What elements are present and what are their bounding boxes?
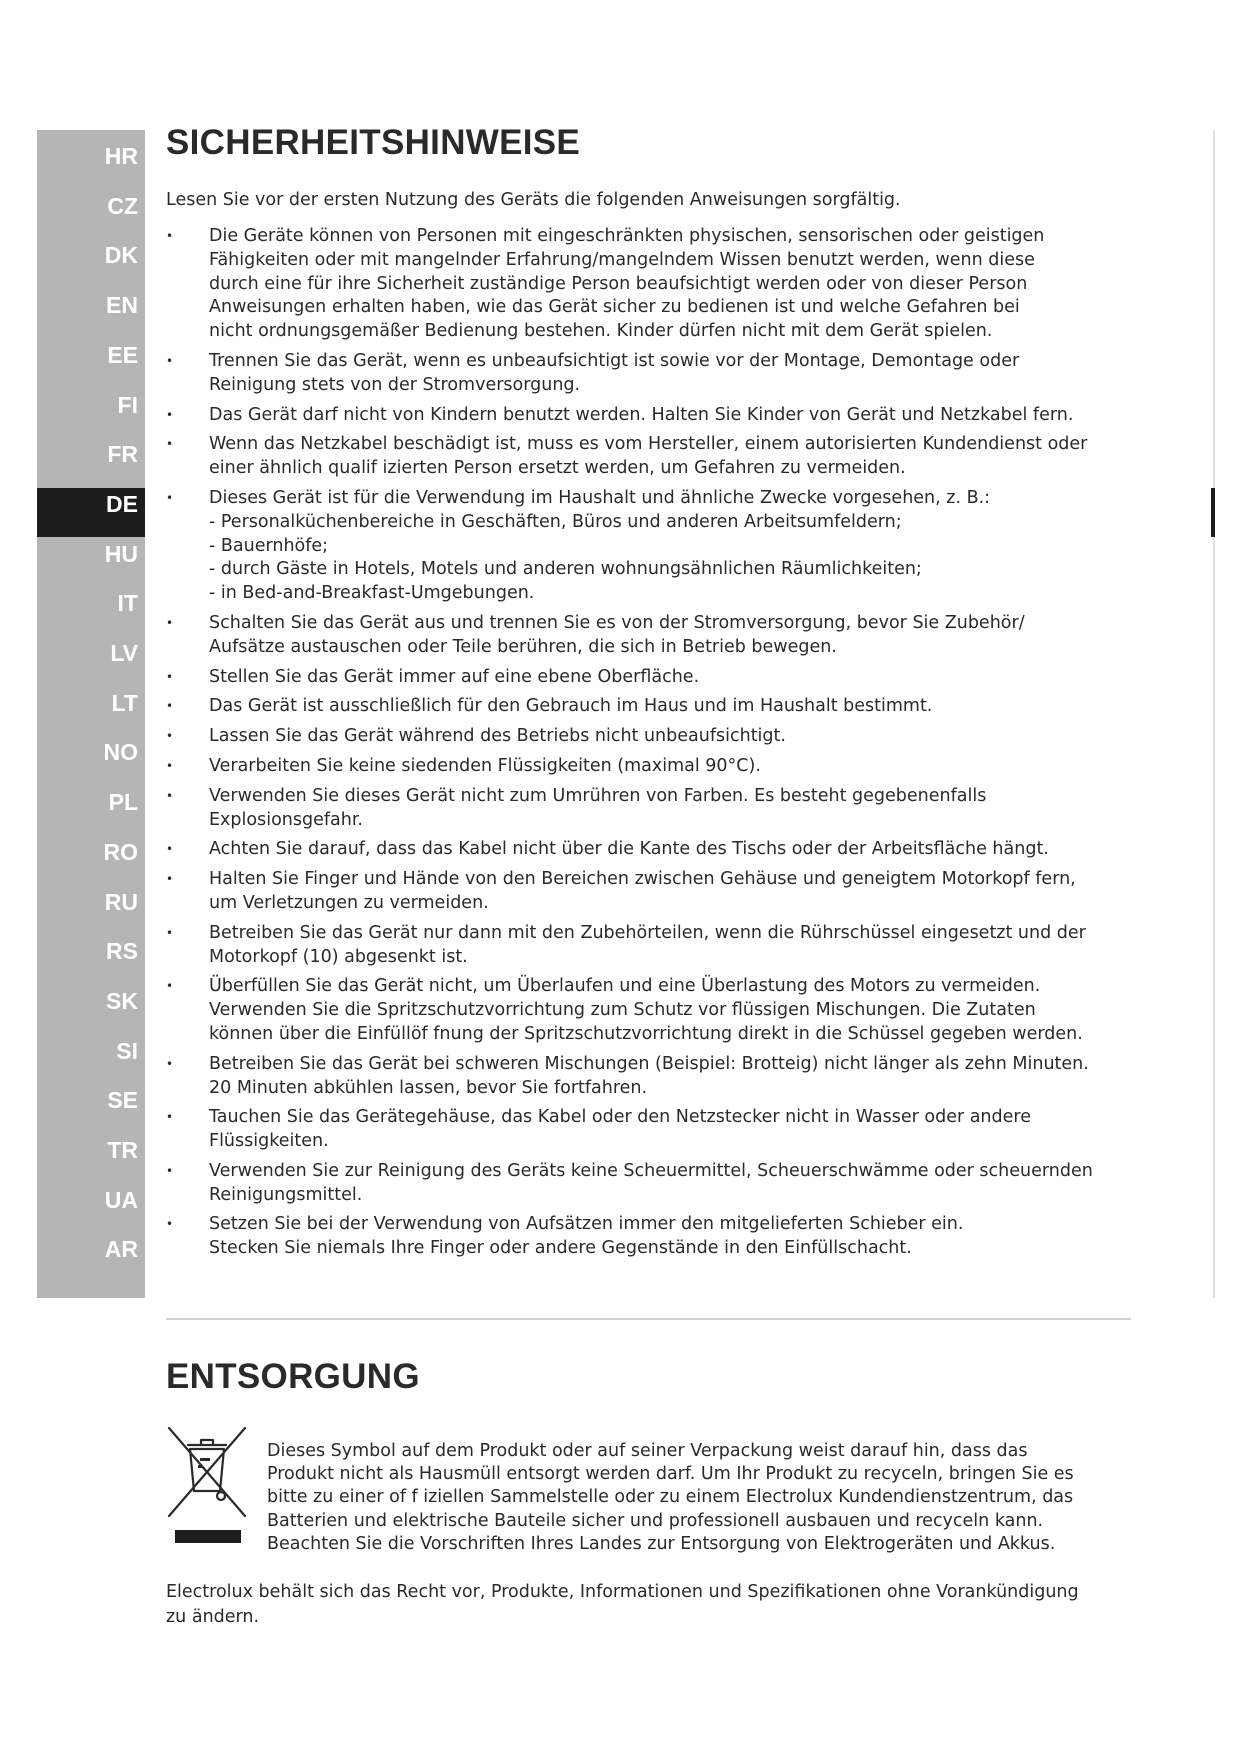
language-tab-lt[interactable]: LT	[111, 689, 138, 716]
language-tab-si[interactable]: SI	[116, 1037, 138, 1064]
text-line: Beachten Sie die Vorschriften Ihres Landes zur Entsorgung von Elektrogeräten und Akkus.	[267, 1533, 1056, 1554]
language-tab-ua[interactable]: UA	[104, 1186, 138, 1213]
safety-item	[166, 785, 1141, 833]
language-tab-se[interactable]: SE	[107, 1087, 138, 1114]
text-line: Anweisungen erhalten haben, wie das Gerät sicher zu bedienen ist und welche Gefahren bei	[209, 297, 1020, 318]
language-tab-it[interactable]: IT	[117, 590, 138, 617]
text-line: einer ähnlich qualif izierten Person ersetzt werden, um Gefahren zu vermeiden.	[209, 458, 906, 479]
footer-note	[166, 1580, 1146, 1630]
text-line: • Stellen Sie das Gerät immer auf eine ebene Oberfläche.	[209, 666, 700, 687]
safety-item	[166, 922, 1141, 970]
text-line: um Verletzungen zu vermeiden.	[209, 892, 489, 913]
text-line: • Dieses Gerät ist für die Verwendung im Haushalt und ähnliche Zwecke vorgesehen, z. B.:	[209, 487, 991, 508]
language-tab-rs[interactable]: RS	[106, 938, 138, 965]
safety-item	[166, 666, 1141, 690]
language-tab-ar[interactable]: AR	[104, 1236, 138, 1263]
language-tab-dk[interactable]: DK	[104, 242, 138, 269]
safety-item	[166, 404, 1141, 428]
right-edge-rule	[1213, 130, 1215, 1298]
language-tab-no[interactable]: NO	[103, 739, 138, 766]
text-line: Explosionsgefahr.	[209, 809, 363, 830]
text-line: durch eine für ihre Sicherheit zuständige Person beaufsichtigt werden oder von dieser Person	[209, 273, 1028, 294]
language-tab-pl[interactable]: PL	[108, 789, 138, 816]
language-tab-fi[interactable]: FI	[117, 391, 138, 418]
weee-crossed-bin-icon	[166, 1425, 248, 1543]
text-line: • Trennen Sie das Gerät, wenn es unbeaufsichtigt ist sowie vor der Montage, Demontage oder	[209, 350, 1020, 371]
language-tab-fr[interactable]: FR	[107, 441, 138, 468]
text-line: • Lassen Sie das Gerät während des Betriebs nicht unbeaufsichtigt.	[209, 726, 786, 747]
text-line: 20 Minuten abkühlen lassen, bevor Sie fortfahren.	[209, 1077, 648, 1098]
language-tab-en[interactable]: EN	[106, 292, 138, 319]
text-line: Flüssigkeiten.	[209, 1131, 329, 1152]
text-line: • Schalten Sie das Gerät aus und trennen Sie es von der Stromversorgung, bevor Sie Zubehör/	[209, 612, 1025, 633]
text-line: • Achten Sie darauf, dass das Kabel nicht über die Kante des Tischs oder der Arbeitsfläche hängt.	[209, 839, 1049, 860]
disposal-text	[267, 1440, 1147, 1556]
safety-item	[166, 350, 1141, 398]
safety-item	[166, 1160, 1141, 1208]
text-line: nicht ordnungsgemäßer Bedienung bestehen. Kinder dürfen nicht mit dem Gerät spielen.	[209, 321, 993, 342]
safety-item	[166, 838, 1141, 862]
text-line: - Bauernhöfe;	[209, 535, 329, 556]
safety-list	[166, 225, 1141, 1267]
text-line: • Die Geräte können von Personen mit eingeschränkten physischen, sensorischen oder geistigen	[209, 226, 1045, 246]
safety-item	[166, 1053, 1141, 1101]
text-line: Stecken Sie niemals Ihre Finger oder andere Gegenstände in den Einfüllschacht.	[209, 1238, 912, 1259]
safety-item	[166, 1106, 1141, 1154]
text-line: - Personalküchenbereiche in Geschäften, Büros und anderen Arbeitsumfeldern;	[209, 511, 902, 532]
text-line: Dieses Symbol auf dem Produkt oder auf seiner Verpackung weist darauf hin, dass das	[267, 1441, 1028, 1461]
text-line: • Verwenden Sie dieses Gerät nicht zum Umrühren von Farben. Es besteht gegebenenfalls	[209, 785, 987, 806]
text-line: • Das Gerät darf nicht von Kindern benutzt werden. Halten Sie Kinder von Gerät und Netzkabel fern.	[209, 404, 1074, 425]
language-tab-sk[interactable]: SK	[106, 987, 138, 1014]
safety-item	[166, 225, 1141, 344]
language-tab-de[interactable]: DE	[106, 490, 138, 517]
text-line: können über die Einfüllöf fnung der Spritzschutzvorrichtung direkt in die Schüssel gegeben werden.	[209, 1023, 1083, 1044]
safety-item	[166, 725, 1141, 749]
text-line: Produkt nicht als Hausmüll entsorgt werden darf. Um Ihr Produkt zu recyceln, bringen Sie es	[267, 1464, 1074, 1485]
text-line: zu ändern.	[166, 1607, 260, 1627]
text-line: Batterien und elektrische Bauteile sicher und professionell ausbauen und recyceln kann.	[267, 1510, 1044, 1531]
text-line: Aufsätze austauschen oder Teile berühren, die sich in Betrieb bewegen.	[209, 636, 837, 657]
language-tab-hr[interactable]: HR	[104, 143, 138, 169]
safety-item	[166, 1213, 1141, 1261]
text-line: Verwenden Sie die Spritzschutzvorrichtung zum Schutz vor flüssigen Mischungen. Die Zutaten	[209, 1000, 1036, 1021]
safety-item	[166, 695, 1141, 719]
text-line: - in Bed-and-Breakfast-Umgebungen.	[209, 583, 535, 604]
language-tab-ru[interactable]: RU	[104, 888, 138, 915]
text-line: Electrolux behält sich das Recht vor, Produkte, Informationen und Spezifikationen ohne Vorankündigung	[166, 1582, 1079, 1602]
text-line: • Verwenden Sie zur Reinigung des Geräts keine Scheuermittel, Scheuerschwämme oder scheuernden	[209, 1160, 1093, 1181]
safety-intro: Lesen Sie vor der ersten Nutzung des Geräts die folgenden Anweisungen sorgfältig.	[166, 190, 901, 210]
text-line: Reinigung stets von der Stromversorgung.	[209, 374, 581, 395]
disposal-title: ENTSORGUNG	[166, 1357, 420, 1396]
text-line: Fähigkeiten oder mit mangelnder Erfahrung/mangelndem Wissen benutzt werden, wenn diese	[209, 249, 1035, 270]
language-tab-lv[interactable]: LV	[110, 640, 138, 666]
text-line: • Tauchen Sie das Gerätegehäuse, das Kabel oder den Netzstecker nicht in Wasser oder andere	[209, 1107, 1031, 1128]
text-line: • Betreiben Sie das Gerät bei schweren Mischungen (Beispiel: Brotteig) nicht länger als zehn Minuten.	[209, 1053, 1089, 1074]
safety-item	[166, 868, 1141, 916]
text-line: Motorkopf (10) abgesenkt ist.	[209, 946, 468, 967]
language-tab-ee[interactable]: EE	[107, 341, 138, 368]
text-line: • Halten Sie Finger und Hände von den Bereichen zwischen Gehäuse und geneigtem Motorkopf fern,	[209, 869, 1076, 890]
language-tab-hu[interactable]: HU	[104, 540, 138, 567]
text-line: - durch Gäste in Hotels, Motels und anderen wohnungsähnlichen Räumlichkeiten;	[209, 559, 922, 580]
text-line: Reinigungsmittel.	[209, 1184, 363, 1205]
safety-item	[166, 487, 1141, 606]
text-line: • Setzen Sie bei der Verwendung von Aufsätzen immer den mitgelieferten Schieber ein.	[209, 1214, 964, 1235]
safety-title: SICHERHEITSHINWEISE	[166, 123, 581, 162]
language-tab-tr[interactable]: TR	[107, 1137, 138, 1163]
section-divider	[166, 1318, 1131, 1320]
language-tab-cz[interactable]: CZ	[107, 192, 138, 219]
text-line: • Überfüllen Sie das Gerät nicht, um Überlaufen und eine Überlastung des Motors zu vermeiden.	[209, 976, 1041, 997]
text-line: • Das Gerät ist ausschließlich für den Gebrauch im Haus und im Haushalt bestimmt.	[209, 696, 933, 717]
text-line: • Verarbeiten Sie keine siedenden Flüssigkeiten (maximal 90°C).	[209, 755, 761, 776]
safety-item	[166, 755, 1141, 779]
safety-item	[166, 975, 1141, 1046]
text-line: bitte zu einer of f iziellen Sammelstelle oder zu einem Electrolux Kundendienstzentrum, das	[267, 1487, 1074, 1508]
text-line: • Wenn das Netzkabel beschädigt ist, muss es vom Hersteller, einem autorisierten Kundendienst oder	[209, 434, 1088, 455]
right-edge-marker	[1211, 488, 1215, 537]
text-line: • Betreiben Sie das Gerät nur dann mit den Zubehörteilen, wenn die Rührschüssel eingesetzt und der	[209, 922, 1086, 943]
safety-item	[166, 612, 1141, 660]
safety-item	[166, 433, 1141, 481]
language-tab-ro[interactable]: RO	[103, 838, 138, 865]
